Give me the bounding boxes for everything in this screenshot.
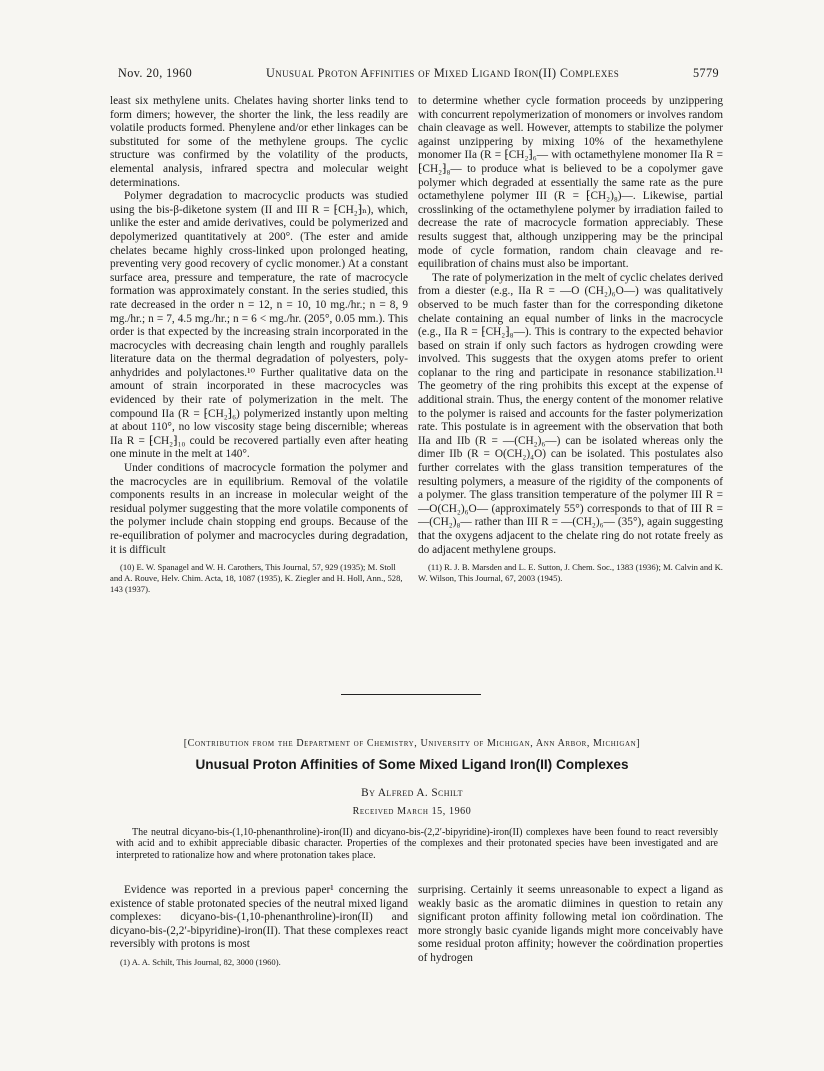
paragraph: The rate of polymerization in the melt of cyclic chelates derived from a diester (e.g., IIa R = —O (CH₂)₆O—) was qualitatively observed to be much faster than for the corresponding diketone chelate containing an equal number of links in the macrocycle (e.g., IIa R = ⁅CH₂⁆₈—). This is contrary to the expected behavior based on strain if only such factors as hydrogen crowding were involved. This suggests that the oxygen atoms prefer to orient coplanar to the ring and participate in resonance stabilization.¹¹ The geometry of the ring prohibits this except at the expense of additional strain. Thus, the energy content of the monomer relative to the polymer is raised and accounts for the faster polymerization rate. This postulate is in agreement with the observation that both IIa and IIb (R = —(CH₂)₆—) can be isolated whereas only the dimer IIb (R = O(CH₂)₄O) can be isolated. This postulates also further correlates with the glass transition temperatures of the resulting polymers, a measure of the rigidity of the components of a polymer. The glass transition temperature of the polymer III R = —O(CH₂)₆O— (approximately 55°) corresponds to that of III R = —(CH₂)₈— rather than III R = —(CH₂)₆— (35°), again suggesting that the oxygens adjacent to the chelate ring do not rotate freely as do adjacent methylene groups. xyxy=(418,271,723,556)
footnote-11 xyxy=(418,562,723,584)
running-title: Unusual Proton Affinities of Mixed Ligand Iron(II) Complexes xyxy=(266,66,620,80)
paragraph: to determine whether cycle formation proceeds by unzippering with concurrent repolymerization of monomers or involves random chain cleavage as well. However, attempts to stabilize the polymer against unzippering by mixing 10% of the hexamethylene monomer IIa (R = ⁅CH₂⁆₆— with octamethylene monomer IIa R = ⁅CH₂⁆₈— to produce what is believed to be a copolymer gave polymer which degraded at essentially the same rate as the pure octamethylene polymer III (R = ⁅CH₂)₈)—. Likewise, partial crosslinking of the octamethylene polymer by irradiation failed to decrease the rate of macrocycle formation appreciably. These results suggest that, although unzippering may be the principal mode of cycle formation, random chain cleavage and re-equilibration of chains must also be important. xyxy=(418,95,723,271)
footnote-text: (10) E. W. Spanagel and W. H. Carothers, This Journal, 57, 929 (1935); M. Stoll and A. Rouve, Helv. Chim. Acta, 18, 1087 (1935), K. Ziegler and H. Holl, Ann., 528, 143 (1937). xyxy=(110,562,403,595)
page-number: 5779 xyxy=(693,66,719,80)
footnote-10 xyxy=(110,562,408,595)
paragraph: least six methylene units. Chelates having shorter links tend to form dimers; however, the shorter the link, the less readily are volatile products formed. Phenylene and/or ether linkages can be substituted for some of the methylene groups. The cyclic structure was confirmed by the volatility of the products, elemental analysis, infrared spectra and molecular weight determinations. xyxy=(110,95,408,189)
paragraph: Under conditions of macrocycle formation the polymer and the macrocycles are in equilibrium. Removal of the volatile components results in an increase in molecular weight of the residual polymer suggesting that the more volatile components of the polymer include chain stopping end groups. Because of the re-equilibration of polymer and macrocycles during degradation, it is difficult xyxy=(110,462,408,556)
top-right-column xyxy=(418,95,723,584)
bottom-right-column xyxy=(418,884,723,966)
bottom-left-column xyxy=(110,884,408,968)
section-divider xyxy=(341,694,481,695)
top-left-column xyxy=(110,95,408,595)
issue-date: Nov. 20, 1960 xyxy=(118,66,193,80)
abstract: The neutral dicyano-bis-(1,10-phenanthroline)-iron(II) and dicyano-bis-(2,2′-bipyridine)-iron(II) complexes have been found to react reversibly with acid and to exhibit appreciable dibasic character. Properties of the complexes and their protonated species have been investigated and are interpreted to rationalize how and where protonation takes place. xyxy=(116,827,718,861)
paragraph: Evidence was reported in a previous paper¹ concerning the existence of stable protonated species of the neutral mixed ligand complexes: dicyano-bis-(1,10-phenanthroline)-iron(II) and dicyano-bis-(2,2′-bipyridine)-iron(II). That these complexes react reversibly with protons is most xyxy=(110,884,408,951)
paragraph: surprising. Certainly it seems unreasonable to expect a ligand as weakly basic as the aromatic diimines in question to retain any significant proton affinity following metal ion coördination. The more strongly basic cyanide ligands might more conceivably have some residual proton affinity; however the coördination properties of hydrogen xyxy=(418,884,723,964)
paragraph: Polymer degradation to macrocyclic products was studied using the bis-β-diketone system (II and III R = ⁅CH₂⁆ₙ), which, unlike the ester and amide derivatives, could be polymerized and depolymerized quantitatively at 200°. (The ester and amide chelates became highly cross-linked upon prolonged heating, preventing very good recovery of cyclic monomer.) At a constant surface area, pressure and temperature, the rate of macrocycle formation was approximately constant. In the series studied, this rate decreased in the order n = 12, n = 10, 10 mg./hr.; n = 8, 9 mg./hr.; n = 7, 4.5 mg./hr.; n = 6 < mg./hr. (205°, 0.05 mm.). This order is that expected by the increasing strain incorporated in the macrocycles with decreasing chain length and roughly parallels literature data on the thermal degradation of polyesters, poly-anhydrides and polylactones.¹⁰ Further qualitative data on the amount of strain incorporated in these macrocycles was evidenced by their rate of polymerization in the melt. The compound IIa (R = ⁅CH₂⁆₆) polymerized instantly upon melting at about 110°, no low viscosity stage being discernible; whereas IIa R = ⁅CH₂⁆₁₀ could be recovered partially even after heating one minute in the melt at 140°. xyxy=(110,190,408,461)
footnote-1 xyxy=(110,957,408,968)
running-head xyxy=(118,66,719,81)
contribution-line: [Contribution from the Department of Chemistry, University of Michigan, Ann Arbor, Michigan] xyxy=(183,738,641,749)
received-date: Received March 15, 1960 xyxy=(352,806,472,817)
article-title: Unusual Proton Affinities of Some Mixed Ligand Iron(II) Complexes xyxy=(195,757,629,772)
footnote-text: (1) A. A. Schilt, This Journal, 82, 3000 (1960). xyxy=(120,956,281,967)
article-author: By Alfred A. Schilt xyxy=(361,787,463,799)
footnote-text: (11) R. J. B. Marsden and L. E. Sutton, J. Chem. Soc., 1383 (1936); M. Calvin and K. W. Wilson, This Journal, 67, 2003 (1945). xyxy=(418,562,723,584)
